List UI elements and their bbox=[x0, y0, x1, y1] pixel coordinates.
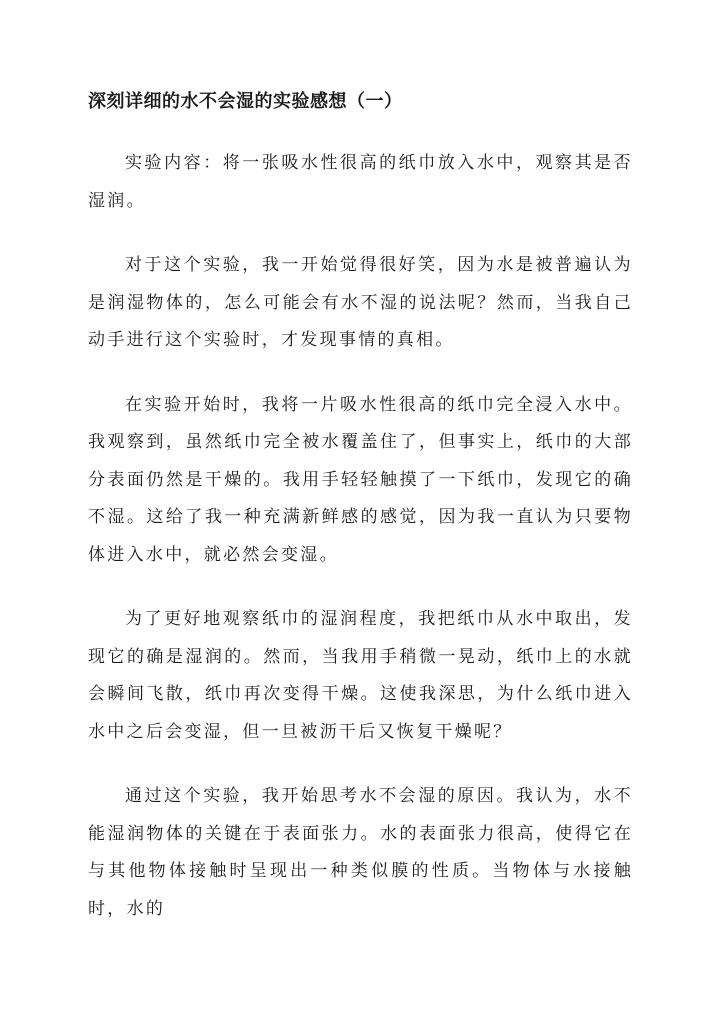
paragraph-reflection: 通过这个实验，我开始思考水不会湿的原因。我认为，水不能湿润物体的关键在于表面张力。水的表面张力很高，使得它在与其他物体接触时呈现出一种类似膜的性质。当物体与水接触时，水的 bbox=[88, 786, 633, 919]
paragraph-initial-reaction: 对于这个实验，我一开始觉得很好笑，因为水是被普遍认为是润湿物体的，怎么可能会有水不湿的说法呢？然而，当我自己动手进行这个实验时，才发现事情的真相。 bbox=[88, 255, 633, 350]
document-body bbox=[88, 145, 633, 955]
document-title: 深刻详细的水不会湿的实验感想（一） bbox=[88, 91, 403, 112]
paragraph-experiment-content: 实验内容：将一张吸水性很高的纸巾放入水中，观察其是否湿润。 bbox=[88, 153, 633, 211]
paragraph-further-observation: 为了更好地观察纸巾的湿润程度，我把纸巾从水中取出，发现它的确是湿润的。然而，当我用手稍微一晃动，纸巾上的水就会瞬间飞散，纸巾再次变得干燥。这使我深思，为什么纸巾进入水中之后会变湿，但一旦被沥干后又恢复干燥呢？ bbox=[88, 609, 633, 742]
paragraph-observation: 在实验开始时，我将一片吸水性很高的纸巾完全浸入水中。我观察到，虽然纸巾完全被水覆盖住了，但事实上，纸巾的大部分表面仍然是干燥的。我用手轻轻触摸了一下纸巾，发现它的确不湿。这给了我一种充满新鲜感的感觉，因为我一直认为只要物体进入水中，就必然会变湿。 bbox=[88, 394, 633, 565]
